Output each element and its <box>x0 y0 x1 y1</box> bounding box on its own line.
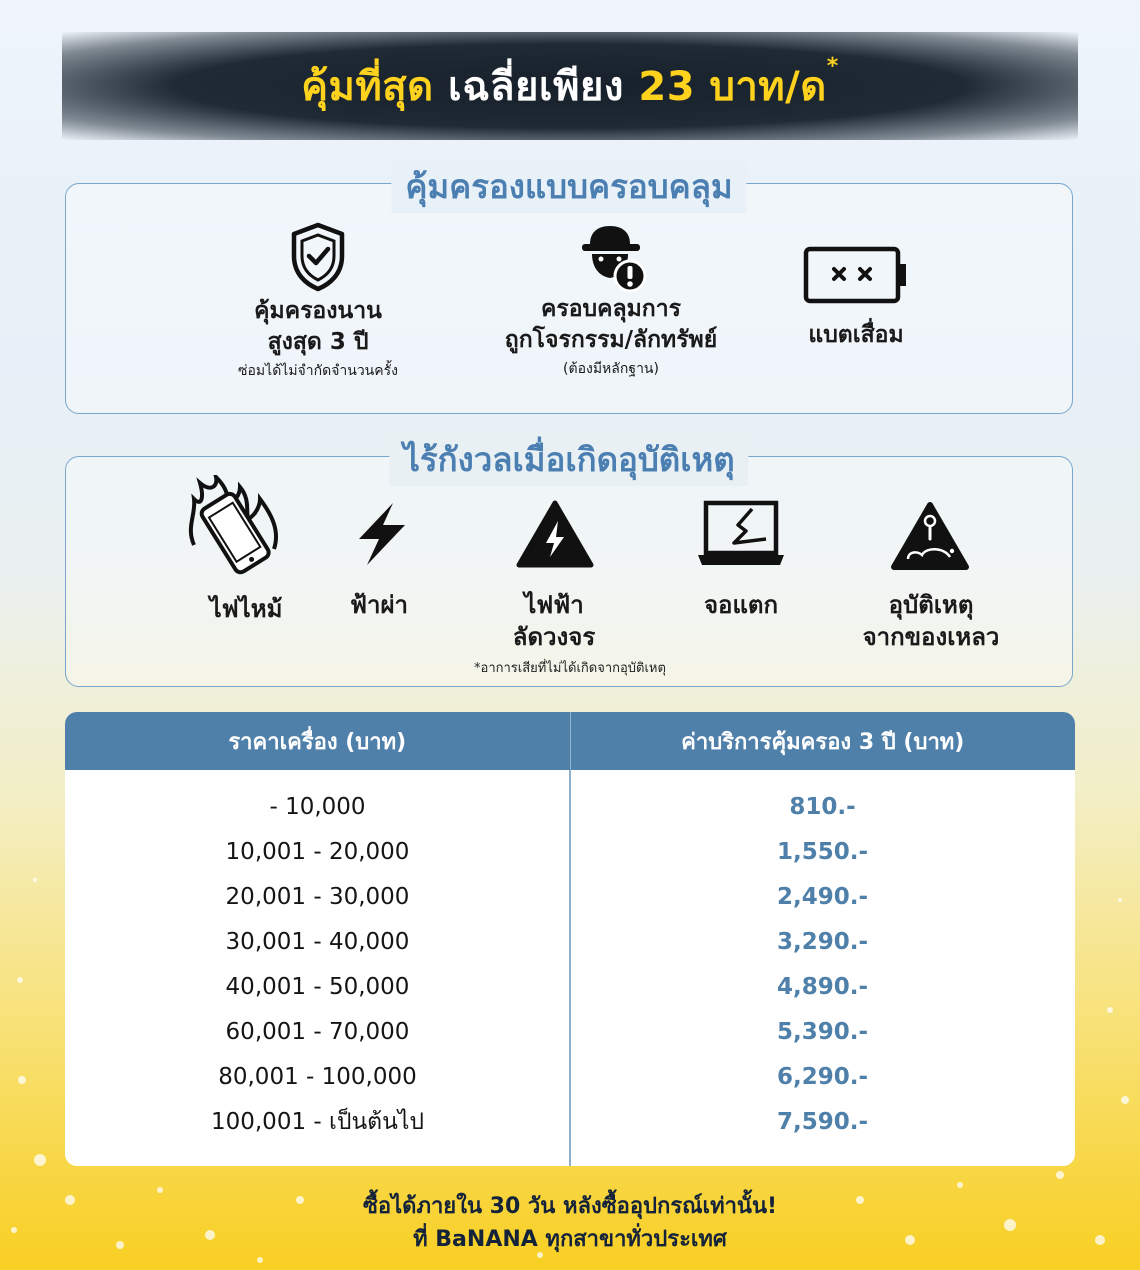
header-coverage-fee: ค่าบริการคุ้มครอง 3 ปี (บาท) <box>570 712 1076 770</box>
headline-star: * <box>826 54 839 79</box>
accident-broken-screen-line1: จอแตก <box>703 591 779 619</box>
price-cell: 30,001 - 40,000 <box>225 928 410 955</box>
accident-broken-screen-label <box>676 589 806 621</box>
accident-lightning-label <box>324 589 434 621</box>
headline-part1: คุ้มที่สุด <box>301 64 434 110</box>
accident-liquid-line2: จากของเหลว <box>862 623 1000 651</box>
coverage-section <box>65 167 1073 414</box>
electric-warning-icon <box>516 499 594 569</box>
feature-long-coverage <box>216 222 420 382</box>
table-row <box>65 829 1075 874</box>
feature-long-coverage-note: ซ่อมได้ไม่จำกัดจำนวนครั้ง <box>238 363 398 379</box>
table-row <box>65 1099 1075 1144</box>
accident-section <box>65 440 1073 687</box>
accident-fire-label <box>196 593 296 625</box>
headline-banner <box>62 32 1078 140</box>
price-cell: 60,001 - 70,000 <box>225 1018 410 1045</box>
accident-title: ไร้กังวลเมื่อเกิดอุบัติเหตุ <box>389 433 748 486</box>
pricing-table <box>65 712 1075 1166</box>
dead-battery-icon <box>803 246 909 306</box>
table-row <box>65 964 1075 1009</box>
feature-theft-line1: ครอบคลุมการ <box>541 296 681 322</box>
fee-cell: 4,890.- <box>776 973 869 1000</box>
fee-cell: 810.- <box>789 793 856 820</box>
coverage-title: คุ้มครองแบบครอบคลุม <box>391 160 746 213</box>
accident-fire-line1: ไฟไหม้ <box>209 595 283 623</box>
feature-theft <box>476 222 746 380</box>
accident-short-circuit-line2: ลัดวงจร <box>512 623 596 651</box>
table-header <box>65 712 1075 770</box>
liquid-warning-icon <box>890 501 970 571</box>
feature-battery-line1: แบตเสื่อม <box>808 322 904 348</box>
fee-cell: 5,390.- <box>776 1018 869 1045</box>
price-cell: 20,001 - 30,000 <box>225 883 410 910</box>
footer-line2: ที่ BaNANA ทุกสาขาทั่วประเทศ <box>413 1227 727 1252</box>
table-row <box>65 1054 1075 1099</box>
table-row <box>65 784 1075 829</box>
fee-cell: 3,290.- <box>776 928 869 955</box>
fee-cell: 7,590.- <box>776 1108 869 1135</box>
table-row <box>65 1009 1075 1054</box>
feature-long-coverage-line1: คุ้มครองนาน <box>254 298 382 324</box>
price-cell: 40,001 - 50,000 <box>225 973 410 1000</box>
table-body <box>65 784 1075 1144</box>
fee-cell: 1,550.- <box>776 838 869 865</box>
accident-short-circuit-line1: ไฟฟ้า <box>524 591 584 619</box>
feature-theft-note: (ต้องมีหลักฐาน) <box>563 361 659 377</box>
accident-short-circuit-label <box>484 589 624 653</box>
fee-cell: 2,490.- <box>776 883 869 910</box>
accident-note: *อาการเสียที่ไม่ได้เกิดจากอุบัติเหตุ <box>474 661 666 676</box>
accident-liquid-line1: อุบัติเหตุ <box>888 591 974 619</box>
headline-part2: เฉลี่ยเพียง <box>448 64 624 110</box>
fee-cell: 6,290.- <box>776 1063 869 1090</box>
phone-fire-icon <box>184 475 284 585</box>
accident-lightning-line1: ฟ้าผ่า <box>349 591 408 619</box>
table-row <box>65 919 1075 964</box>
footer <box>0 1190 1140 1256</box>
headline-text <box>301 54 839 118</box>
thief-icon <box>576 222 648 294</box>
lightning-icon <box>349 501 411 567</box>
shield-check-icon <box>290 222 346 292</box>
price-cell: 10,001 - 20,000 <box>225 838 410 865</box>
feature-theft-line2: ถูกโจรกรรม/ลักทรัพย์ <box>504 327 718 353</box>
footer-line1: ซื้อได้ภายใน 30 วัน หลังซื้ออุปกรณ์เท่านั้น! <box>362 1194 778 1219</box>
accident-liquid-label <box>841 589 1021 653</box>
table-row <box>65 874 1075 919</box>
broken-laptop-icon <box>696 499 786 569</box>
header-device-price: ราคาเครื่อง (บาท) <box>228 729 407 755</box>
price-cell: - 10,000 <box>269 793 366 820</box>
headline-part3: 23 บาท/ด <box>638 64 827 110</box>
price-cell: 100,001 - เป็นต้นไป <box>210 1108 425 1135</box>
price-cell: 80,001 - 100,000 <box>218 1063 417 1090</box>
feature-long-coverage-line2: สูงสุด 3 ปี <box>267 329 369 355</box>
feature-battery <box>786 246 926 351</box>
